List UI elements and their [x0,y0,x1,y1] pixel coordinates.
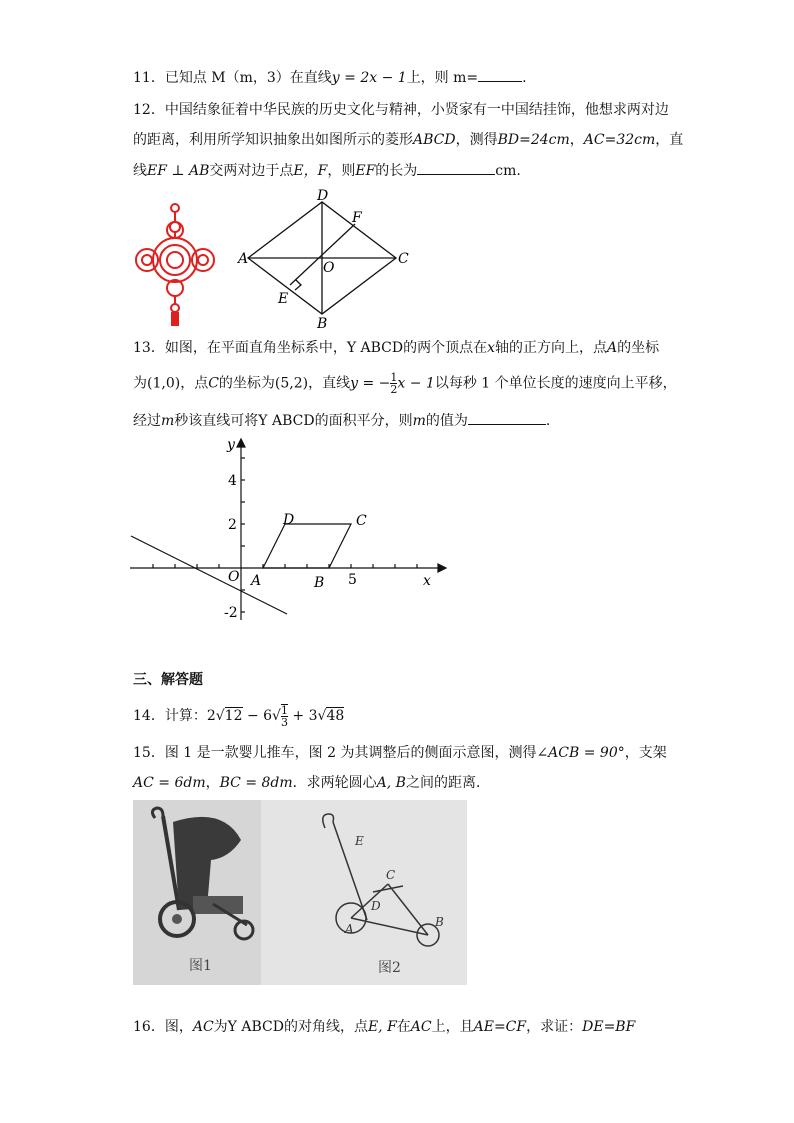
stroller-photo [133,800,467,985]
question-15-line-1: 15．图 1 是一款婴儿推车，图 2 为其调整后的侧面示意图，测得∠ACB = 90°，支架 [133,745,667,761]
question-number: 12． [133,102,165,118]
label-e: E [278,291,289,307]
question-11: 11．已知点 M（m，3）在直线y = 2x − 1上，则 m= . [133,67,527,88]
y-axis-arrow [237,439,245,447]
point-a-label: A [251,573,262,589]
section-title: 三、解答题 [133,672,203,688]
question-number: 16． [133,1019,165,1035]
line-y-neg-half-x-minus-1 [131,536,287,614]
question-number: 14． [133,708,165,724]
right-angle-mark [295,280,301,290]
question-13-line-1: 13．如图，在平面直角坐标系中，Y ABCD的两个顶点在x轴的正方向上，点A的坐标 [133,340,660,356]
answer-blank[interactable] [417,160,495,175]
y-ticks [241,458,245,612]
question-14: 14．计算：2√12 − 6√ $\frac{1}{3}$ + 3√48 [133,704,345,729]
answer-blank[interactable] [468,410,546,425]
label-b: B [317,316,328,332]
chinese-knot-image [133,200,217,326]
question-16: 16．图，AC为Y ABCD的对角线，点E, F在AC上，且AE=CF，求证：DE=BF [133,1019,636,1035]
question-12-line-3: 线EF ⊥ AB交两对边于点E，F，则EF的长为 cm. [133,160,521,181]
tick-label-5: 5 [348,572,357,588]
point-c-label: C [356,513,367,529]
point-d-label: D [283,512,295,528]
figure-2-label-d: D [371,899,381,913]
parallelogram-abcd [263,524,351,568]
figure-1-caption: 图1 [189,958,212,974]
coordinate-graph [130,435,450,625]
figure-2-label-a: A [345,922,354,936]
rhombus-figure [228,188,418,333]
point-b-label: B [314,575,325,591]
origin-label: O [228,569,240,585]
label-f: F [352,210,362,226]
answer-blank[interactable] [478,67,522,82]
question-number: 15． [133,745,165,761]
question-number: 11． [133,70,165,86]
question-15-line-2: AC = 6dm，BC = 8dm．求两轮圆心A, B之间的距离． [133,775,490,791]
x-axis-label: x [423,573,431,589]
figure-2-caption: 图2 [378,960,401,976]
y-axis-label: y [227,437,235,453]
tick-label-2: 2 [228,517,237,533]
figure-2-label-b: B [435,915,444,929]
label-o: O [323,260,335,276]
x-axis-arrow [438,564,446,572]
label-d: D [317,188,329,204]
label-c: C [398,251,409,267]
question-12-line-1: 12．中国结象征着中华民族的历史文化与精神，小贤家有一中国结挂饰，他想求两对边 [133,102,669,118]
tick-label-neg-2: -2 [224,605,238,621]
figure-2-label-c: C [386,868,396,882]
question-13-line-3: 经过m秒该直线可将Y ABCD的面积平分，则m的值为 . [133,410,550,431]
figure-2-label-e: E [355,834,364,848]
question-13-line-2: 为(1,0)，点C的坐标为(5,2)，直线y = − $\frac{1}{2}$ x − 1以每秒 1 个单位长度的速度向上平移， [133,371,677,396]
tick-label-4: 4 [228,473,237,489]
label-a: A [238,251,249,267]
question-12-line-2: 的距离，利用所学知识抽象出如图所示的菱形ABCD，测得BD=24cm，AC=32cm，直 [133,132,684,148]
question-number: 13． [133,340,165,356]
